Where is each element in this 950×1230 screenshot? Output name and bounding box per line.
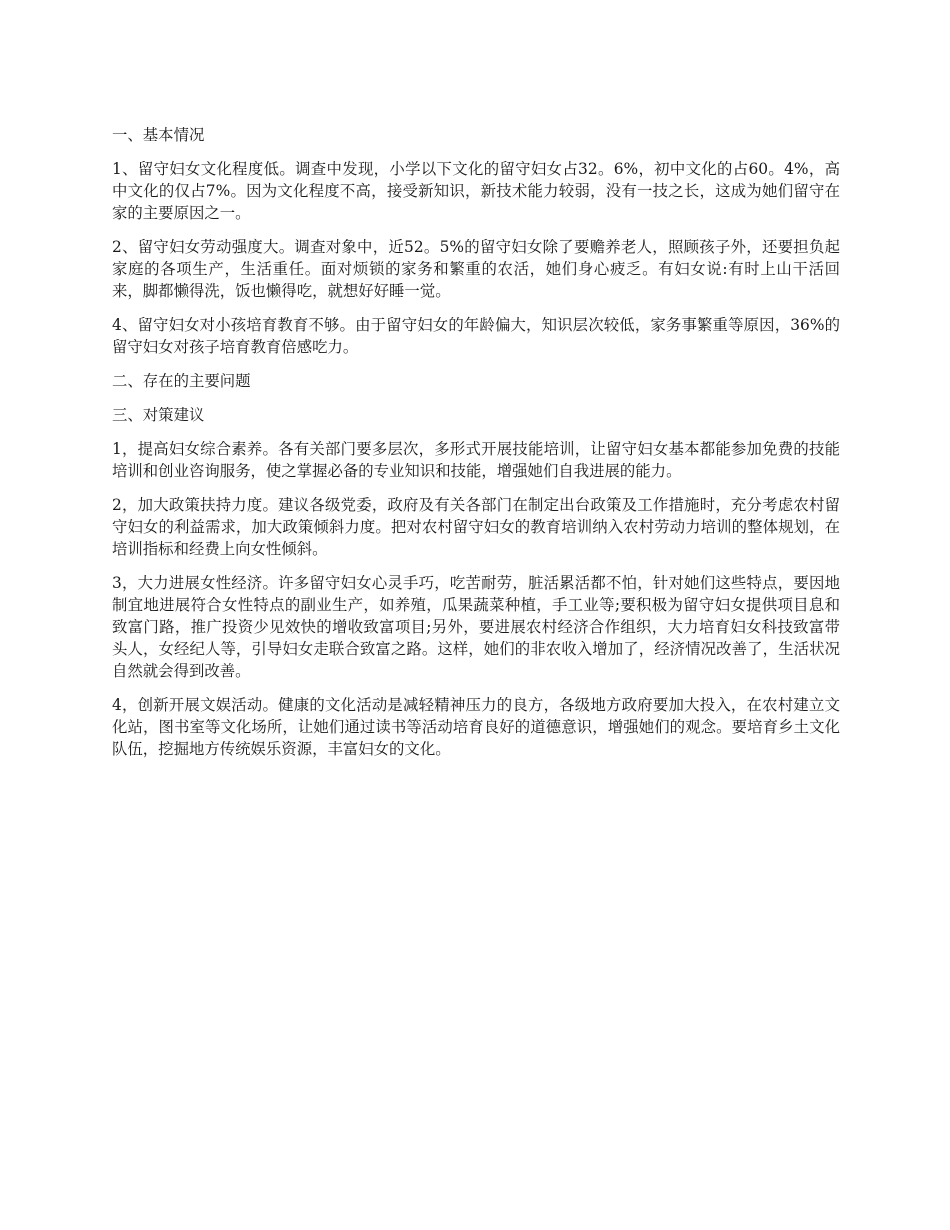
paragraph-female-economy: 3，大力进展女性经济。许多留守妇女心灵手巧，吃苦耐劳，脏活累活都不怕，针对她们这些特点，要因地制宜地进展符合女性特点的副业生产，如养殖，瓜果蔬菜种植，手工业等;要积极为留守妇女提供项目息和致富门路，推广投资少见效快的增收致富项目;另外，要进展农村经济合作组织，大力培育妇女科技致富带头人，女经纪人等，引导妇女走联合致富之路。这样，她们的非农收入增加了，经济情况改善了，生活状况自然就会得到改善。: [112, 574, 840, 680]
paragraph-labor-intensity: 2、留守妇女劳动强度大。调查对象中，近52。5%的留守妇女除了要赡养老人，照顾孩子外，还要担负起家庭的各项生产，生活重任。面对烦锁的家务和繁重的农活，她们身心疲乏。有妇女说:有时上山干活回来，脚都懒得洗，饭也懒得吃，就想好好睡一觉。: [112, 238, 840, 300]
paragraph-cultural-activities: 4，创新开展文娱活动。健康的文化活动是减轻精神压力的良方，各级地方政府要加大投入，在农村建立文化站，图书室等文化场所，让她们通过读书等活动培育良好的道德意识，增强她们的观念。要培育乡土文化队伍，挖掘地方传统娱乐资源，丰富妇女的文化。: [112, 696, 840, 758]
section-heading-main-problems: 二、存在的主要问题: [112, 372, 251, 390]
document-body: [112, 124, 840, 772]
paragraph-policy-support: 2，加大政策扶持力度。建议各级党委，政府及有关各部门在制定出台政策及工作措施时，充分考虑农村留守妇女的利益需求，加大政策倾斜力度。把对农村留守妇女的教育培训纳入农村劳动力培训的整体规划，在培训指标和经费上向女性倾斜。: [112, 496, 840, 558]
section-heading-basic-situation: 一、基本情况: [112, 126, 205, 144]
paragraph-child-education: 4、留守妇女对小孩培育教育不够。由于留守妇女的年龄偏大，知识层次较低，家务事繁重等原因，36%的留守妇女对孩子培育教育倍感吃力。: [112, 316, 840, 356]
section-heading-countermeasures: 三、对策建议: [112, 406, 205, 424]
paragraph-improve-quality: 1，提高妇女综合素养。各有关部门要多层次，多形式开展技能培训，让留守妇女基本都能参加免费的技能培训和创业咨询服务，使之掌握必备的专业知识和技能，增强她们自我进展的能力。: [112, 440, 840, 480]
paragraph-education-level: 1、留守妇女文化程度低。调查中发现，小学以下文化的留守妇女占32。6%，初中文化的占60。4%，高中文化的仅占7%。因为文化程度不高，接受新知识，新技术能力较弱，没有一技之长，这成为她们留守在家的主要原因之一。: [112, 160, 840, 222]
